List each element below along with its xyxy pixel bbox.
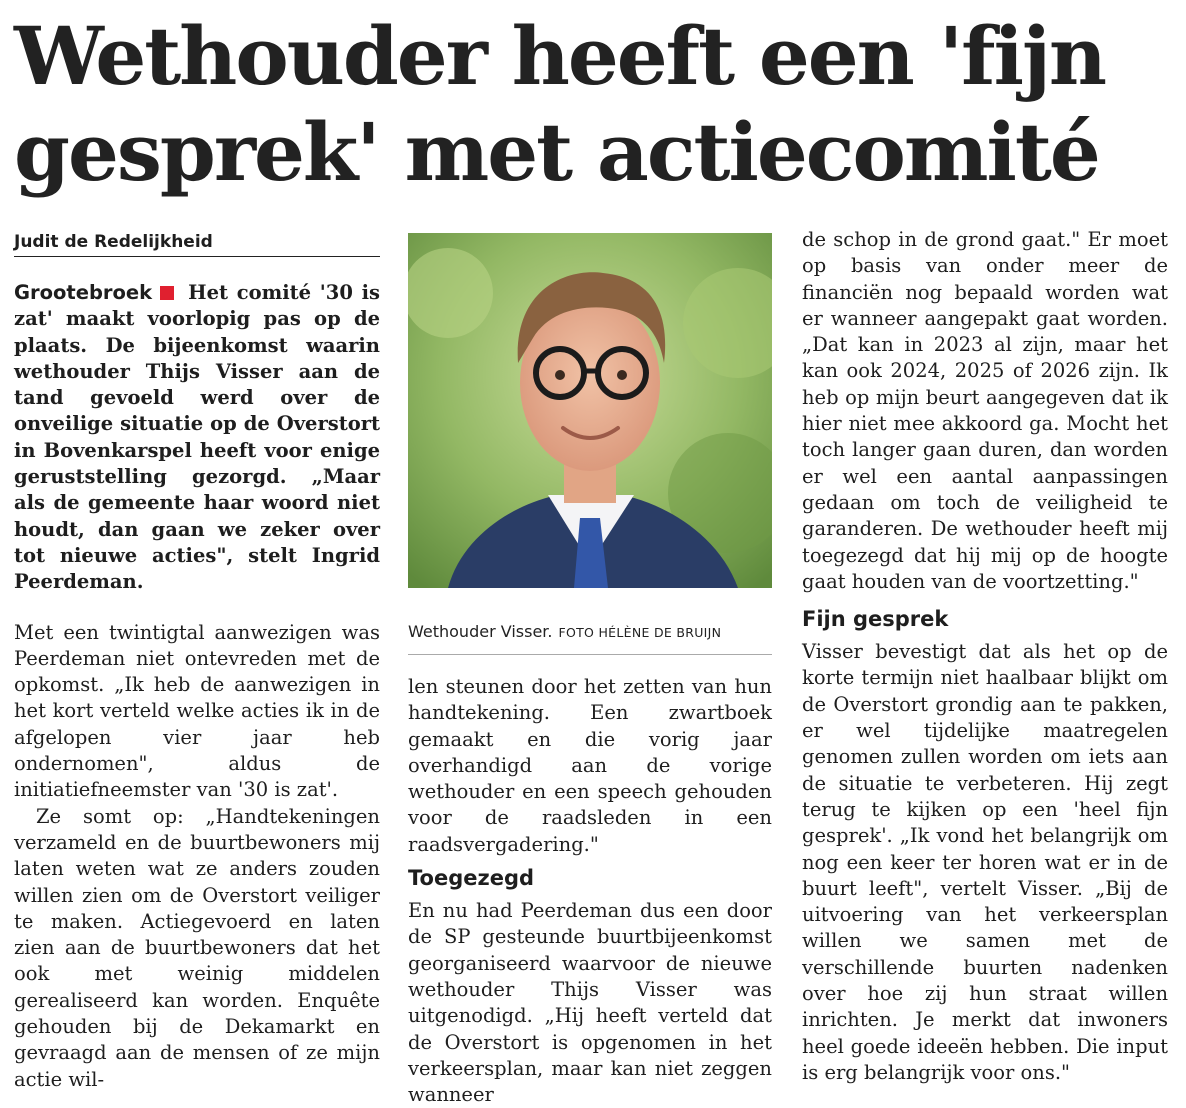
paragraph: En nu had Peerdeman dus een door de SP gesteunde buurtbijeenkomst georganiseerd waarvoor de nieuwe wethouder Thijs Visser was uitgenodigd. „Hij heeft verteld dat de Overstort is opgenomen in het verkeersplan, maar kan niet zeggen wanneer (408, 899, 772, 1107)
photo-caption (408, 622, 778, 641)
portrait-image (408, 233, 772, 588)
paragraph: Visser bevestigt dat als het op de korte termijn niet haalbaar blijkt om de Overstort grondig aan te pakken, er wel tijdelijke maatregelen genomen zullen worden om iets aan de situatie te verbeteren. Hij zegt terug te kijken op een 'heel fijn gesprek'. „Ik vond het belangrijk om nog een keer ter horen wat er in de buurt leeft", vertelt Visser. „Bij de uitvoering van het verkeersplan willen we samen met de verschillende buurten nadenken over hoe zij hun straat willen inrichten. Je merkt dat inwoners heel goede ideeën hebben. Die input is erg belangrijk voor ons." (802, 640, 1168, 1084)
divider (408, 654, 772, 655)
intro-text: Het comité '30 is zat' maakt voorlopig pas op de plaats. De bijeenkomst waarin wethouder Thijs Visser aan de tand gevoeld werd over de onveilige situatie op de Overstort in Bovenkarspel heeft voor enige geruststelling gezorgd. „Maar als de gemeente haar woord niet houdt, dan gaan we zeker over tot nieuwe acties", stelt Ingrid Peerdeman. (14, 281, 380, 594)
column-2 (408, 674, 772, 1108)
column-3 (802, 227, 1168, 1086)
paragraph: Ze somt op: „Handtekeningen verzameld en de buurtbewoners mij laten weten wat ze anders zouden willen zien om de Overstort veiliger te maken. Actiegevoerd en laten zien aan de buurtbewoners dat het ook met weinig middelen gerealiseerd kan worden. Enquête gehouden bij de Dekamarkt en gevraagd aan de mensen of ze mijn actie wil- (14, 804, 380, 1091)
photo-credit: FOTO HÉLÈNE DE BRUIJN (558, 625, 722, 640)
dateline: Grootebroek (14, 281, 153, 304)
red-square-icon (160, 286, 174, 300)
column-1 (14, 280, 380, 1093)
paragraph: len steunen door het zetten van hun handtekening. Een zwartboek gemaakt en die vorig jaar overhandigd aan de vorige wethouder en een speech gehouden voor de raadsleden in een raadsvergadering." (408, 675, 772, 856)
byline: Judit de Redelijkheid (14, 230, 380, 257)
paragraph: de schop in de grond gaat." Er moet op basis van onder meer de financiën nog bepaald worden wat er wanneer aangepakt gaat worden. „Dat kan in 2023 al zijn, maar het kan ook 2024, 2025 of 2026 zijn. Ik heb op mijn beurt aangegeven dat ik hier niet mee akkoord ga. Mocht het toch langer gaan duren, dan worden er wel een aantal aanpassingen gedaan om toch de veiligheid te garanderen. De wethouder heeft mij toegezegd dat hij mij op de hoogte gaat houden van de voortzetting." (802, 228, 1168, 593)
subheading-fijn-gesprek: Fijn gesprek (802, 607, 949, 632)
photo-wethouder (408, 233, 772, 588)
paragraph: Met een twintigtal aanwezigen was Peerdeman niet ontevreden met de opkomst. „Ik heb de aanwezigen in het kort verteld welke acties ik in de afgelopen vier jaar heb ondernomen", aldus de initiatiefneemster van '30 is zat'. (14, 620, 380, 802)
subheading-toegezegd: Toegezegd (408, 866, 535, 891)
headline: Wethouder heeft een 'fijn gesprek' met actiecomité (14, 9, 1106, 199)
caption-text: Wethouder Visser. (408, 622, 553, 641)
intro-paragraph (14, 280, 380, 596)
